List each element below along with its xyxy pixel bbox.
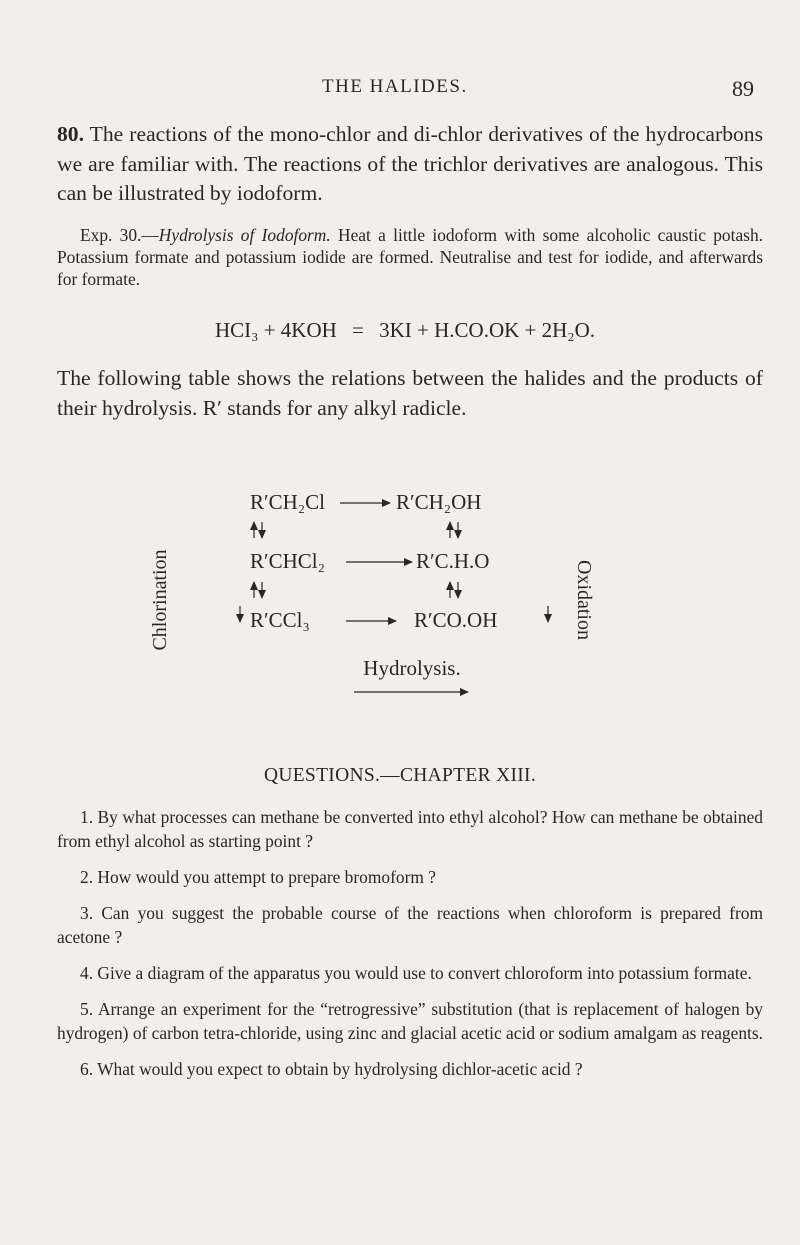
question-text: Can you suggest the probable course of the reactions when chloroform is prepared from acetone ? (57, 903, 763, 947)
question-number: 6. (80, 1059, 94, 1079)
paragraph-table-intro: The following table shows the relations between the halides and the products of their hydrolysis. R′ stands for any alkyl radicle. (57, 366, 763, 420)
halide-mono: R′CH₂Cl (250, 490, 325, 514)
equation-equals: = (352, 318, 364, 342)
question-number: 5. (80, 999, 94, 1019)
question-item (57, 997, 763, 1045)
running-title: THE HALIDES. (322, 76, 468, 97)
equation-lhs: HCI₃ + 4KOH (214, 318, 337, 342)
page-number: 89 (732, 76, 754, 101)
question-text: How would you attempt to prepare bromoform ? (97, 867, 436, 887)
hydrolysis-scheme (150, 476, 620, 726)
reversible-arrows-right-1 (450, 522, 458, 538)
question-text: By what processes can methane be converted into ethyl alcohol? How can methane be obtained from ethyl alcohol as starting point ? (57, 807, 763, 851)
question-number: 3. (80, 903, 94, 923)
question-item (57, 1057, 763, 1081)
paragraph-80-text: The reactions of the mono-chlor and di-chlor derivatives of the hydrocarbons we are familiar with. The reactions of the trichlor derivatives are analogous. This can be illustrated by iodoform. (57, 122, 764, 205)
product-alcohol: R′CH₂OH (396, 490, 482, 514)
paragraph-number: 80. (57, 122, 84, 146)
halide-di: R′CHCl₂ (250, 549, 325, 573)
question-item (57, 865, 763, 889)
hydrolysis-label: Hydrolysis. (363, 656, 461, 680)
question-number: 1. (80, 807, 94, 827)
experiment-text: Heat a little iodoform with some alcoholic caustic potash. Potassium formate and potassium iodide are formed. Neutralise and test for iodide, and afterwards for formate. (57, 225, 763, 289)
question-number: 2. (80, 867, 94, 887)
product-aldehyde: R′C.H.O (416, 549, 490, 573)
reversible-arrows-left-2 (254, 582, 262, 598)
equation-rhs: 3KI + H.CO.OK + 2H₂O. (379, 318, 596, 342)
question-item (57, 805, 763, 853)
chlorination-label: Chlorination (150, 549, 171, 651)
experiment-30: Exp. 30.—Hydrolysis of Iodoform. Heat a little iodoform with some alcoholic caustic potash. Potassium formate and potassium iodide are formed. Neutralise and test for iodide, and afterwards for formate. (57, 225, 763, 289)
question-item (57, 901, 763, 949)
question-text: Arrange an experiment for the “retrogressive” substitution (that is replacement of halogen by hydrogen) of carbon tetra-chloride, using zinc and glacial acetic acid or sodium amalgam as reagents. (57, 999, 763, 1043)
equation (0, 318, 800, 343)
oxidation-label: Oxidation (573, 560, 595, 640)
product-acid: R′CO.OH (414, 608, 498, 632)
experiment-title: Hydrolysis of Iodoform. (158, 225, 331, 245)
question-number: 4. (80, 963, 94, 983)
reversible-arrows-left-1 (254, 522, 262, 538)
experiment-label: Exp. 30. (80, 225, 142, 245)
scheme-svg (150, 476, 620, 726)
questions-heading: QUESTIONS.—CHAPTER XIII. (263, 765, 537, 786)
questions-list (57, 805, 763, 1093)
question-text: Give a diagram of the apparatus you would use to convert chloroform into potassium formate. (97, 963, 752, 983)
question-text: What would you expect to obtain by hydrolysing dichlor-acetic acid ? (97, 1059, 583, 1079)
reversible-arrows-right-2 (450, 582, 458, 598)
halide-tri: R′CCl₃ (250, 608, 310, 632)
page-header (0, 76, 800, 106)
paragraph-80 (57, 120, 763, 209)
question-item (57, 961, 763, 985)
